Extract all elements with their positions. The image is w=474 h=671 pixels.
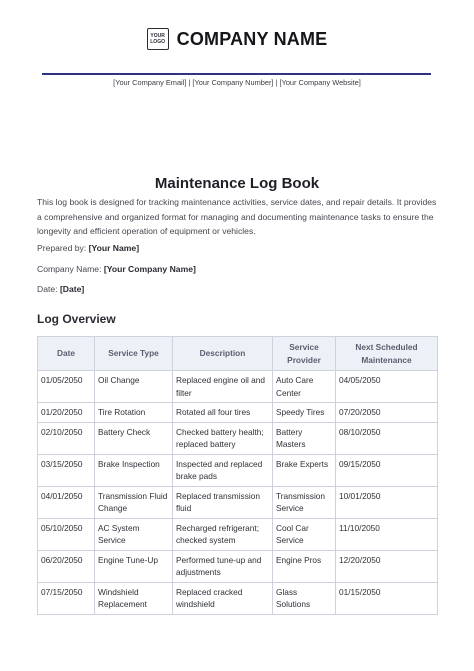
table-cell: 05/10/2050 bbox=[38, 518, 95, 550]
table-cell: Transmission Fluid Change bbox=[95, 486, 173, 518]
column-header: Next Scheduled Maintenance bbox=[336, 337, 438, 371]
table-cell: AC System Service bbox=[95, 518, 173, 550]
table-cell: 08/10/2050 bbox=[336, 422, 438, 454]
table-cell: 03/15/2050 bbox=[38, 454, 95, 486]
header-divider bbox=[42, 73, 431, 75]
table-cell: Replaced transmission fluid bbox=[173, 486, 273, 518]
section-title: Log Overview bbox=[37, 312, 116, 326]
table-cell: 01/15/2050 bbox=[336, 582, 438, 614]
table-cell: Battery Check bbox=[95, 422, 173, 454]
table-cell: Brake Experts bbox=[273, 454, 336, 486]
table-cell: Glass Solutions bbox=[273, 582, 336, 614]
table-cell: Battery Masters bbox=[273, 422, 336, 454]
intro-paragraph: This log book is designed for tracking maintenance activities, service dates, and repair details. It provides a comprehensive and organized format for managing and documenting maintenance tasks to ensure the longevity and efficient operation of equipment or vehicles. bbox=[37, 197, 437, 236]
table-cell: Engine Tune-Up bbox=[95, 550, 173, 582]
table-cell: Auto Care Center bbox=[273, 371, 336, 403]
table-header-row bbox=[38, 337, 438, 371]
table-cell: 07/15/2050 bbox=[38, 582, 95, 614]
table-row bbox=[38, 371, 438, 403]
date-value: [Date] bbox=[59, 284, 85, 294]
column-header: Description bbox=[173, 337, 273, 371]
table-cell: Tire Rotation bbox=[95, 403, 173, 423]
table-cell: Replaced cracked windshield bbox=[173, 582, 273, 614]
prepared-by-label: Prepared by: bbox=[37, 243, 87, 253]
document-title: Maintenance Log Book bbox=[154, 175, 320, 192]
logo-line-2: LOGO bbox=[150, 39, 165, 45]
table-row bbox=[38, 518, 438, 550]
prepared-by-value: [Your Name] bbox=[88, 243, 140, 253]
prepared-by bbox=[37, 243, 139, 253]
table-cell: Performed tune-up and adjustments bbox=[173, 550, 273, 582]
table-cell: 12/20/2050 bbox=[336, 550, 438, 582]
company-name: COMPANY NAME bbox=[176, 28, 328, 49]
column-header: Service Type bbox=[95, 337, 173, 371]
table-cell: Checked battery health; replaced battery bbox=[173, 422, 273, 454]
maintenance-log-table bbox=[37, 336, 438, 615]
table-row bbox=[38, 582, 438, 614]
table-cell: Inspected and replaced brake pads bbox=[173, 454, 273, 486]
date-field bbox=[37, 284, 84, 294]
table-cell: 02/10/2050 bbox=[38, 422, 95, 454]
table-cell: 04/01/2050 bbox=[38, 486, 95, 518]
company-name-label: Company Name: bbox=[37, 264, 102, 274]
table-cell: Windshield Replacement bbox=[95, 582, 173, 614]
table-row bbox=[38, 454, 438, 486]
table-row bbox=[38, 403, 438, 423]
table-cell: 06/20/2050 bbox=[38, 550, 95, 582]
company-contact: [Your Company Email] | [Your Company Number] | [Your Company Website] bbox=[113, 78, 361, 87]
table-cell: 09/15/2050 bbox=[336, 454, 438, 486]
table-cell: 10/01/2050 bbox=[336, 486, 438, 518]
company-name-field bbox=[37, 264, 196, 274]
company-name-value: [Your Company Name] bbox=[103, 264, 196, 274]
document-header bbox=[0, 24, 474, 54]
table-cell: Engine Pros bbox=[273, 550, 336, 582]
table-cell: 07/20/2050 bbox=[336, 403, 438, 423]
table-cell: 11/10/2050 bbox=[336, 518, 438, 550]
table-cell: Speedy Tires bbox=[273, 403, 336, 423]
table-row bbox=[38, 486, 438, 518]
logo-line-1: YOUR bbox=[150, 33, 165, 39]
table-cell: Recharged refrigerant; checked system bbox=[173, 518, 273, 550]
table-row bbox=[38, 422, 438, 454]
table-cell: Replaced engine oil and filter bbox=[173, 371, 273, 403]
date-label: Date: bbox=[37, 284, 58, 294]
table-cell: Oil Change bbox=[95, 371, 173, 403]
table-cell: 01/20/2050 bbox=[38, 403, 95, 423]
column-header: Service Provider bbox=[273, 337, 336, 371]
table-cell: 04/05/2050 bbox=[336, 371, 438, 403]
table-cell: Rotated all four tires bbox=[173, 403, 273, 423]
table-cell: Cool Car Service bbox=[273, 518, 336, 550]
table-cell: Brake Inspection bbox=[95, 454, 173, 486]
company-logo bbox=[147, 28, 169, 50]
table-cell: 01/05/2050 bbox=[38, 371, 95, 403]
table-cell: Transmission Service bbox=[273, 486, 336, 518]
column-header: Date bbox=[38, 337, 95, 371]
table-row bbox=[38, 550, 438, 582]
